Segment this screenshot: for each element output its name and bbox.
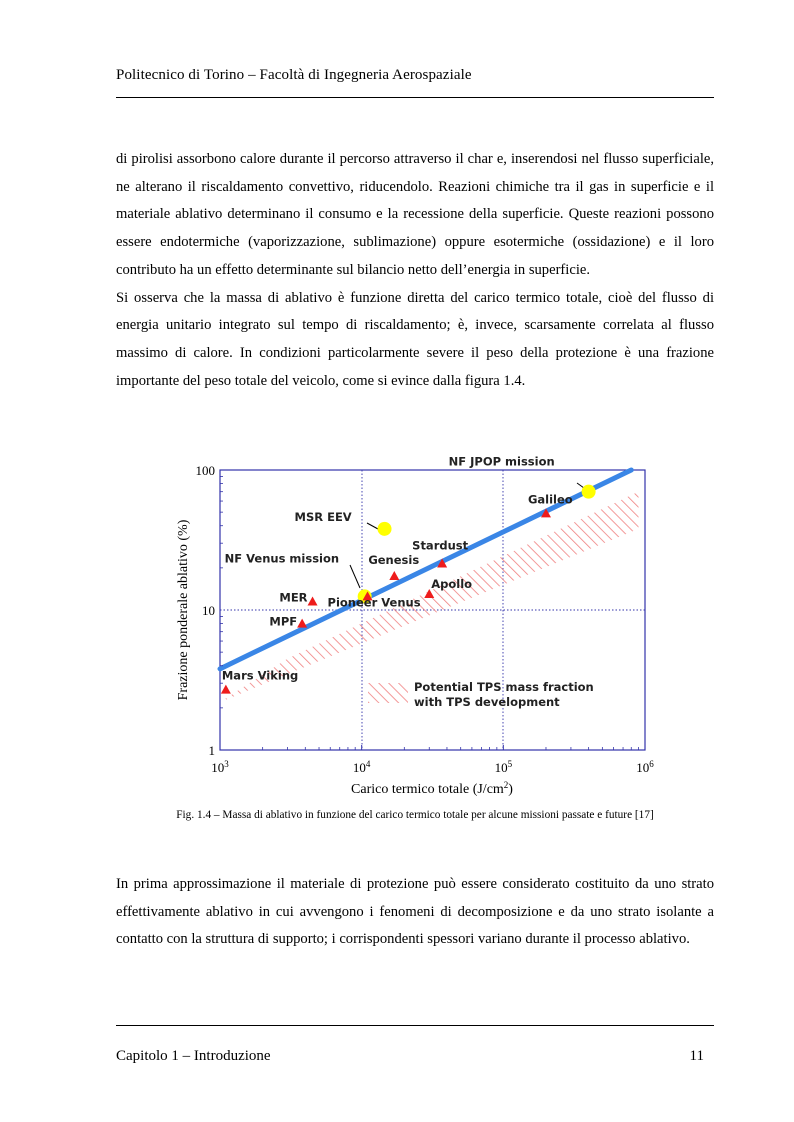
body-text-top — [116, 146, 714, 395]
mission-label: NF JPOP mission — [448, 455, 555, 469]
figure-caption: Fig. 1.4 – Massa di ablativo in funzione del carico termico totale per alcune missioni passate e future [17] — [176, 809, 654, 821]
y-tick-label: 100 — [195, 463, 215, 478]
paragraph: Si osserva che la massa di ablativo è funzione diretta del carico termico totale, cioè del flusso di energia unitario integrato sul tempo di riscaldamento; è, invece, scarsamente correlata al flusso massimo di calore. In condizioni particolarmente severe il peso della protezione è una frazione importante del peso totale del veicolo, come si evince dalla figura 1.4. — [116, 289, 714, 389]
mission-label: Galileo — [527, 492, 573, 507]
mission-marker-triangle — [297, 619, 307, 628]
legend-line-2: with TPS development — [414, 695, 560, 709]
paragraph: In prima approssimazione il materiale di protezione può essere considerato costituito da uno strato effettivamente ablativo in cui avvengono i fenomeni di decomposizione e da uno strato isolante a contatto con la struttura di supporto; i corrispondenti spessori variano durante il processo ablativo. — [116, 876, 714, 948]
paragraph: di pirolisi assorbono calore durante il percorso attraverso il char e, inserendosi nel flusso superficiale, ne alterano il riscaldamento convettivo, riducendolo. Reazioni chimiche tra il gas in superficie e il materiale ablativo determinano il consumo e la recessione della superficie. Queste reazioni possono essere endotermiche (vaporizzazione, sublimazione) oppure esotermiche (ossidazione) e il loro contributo ha un effetto determinante sul bilancio netto dell’energia in superficie. — [116, 151, 714, 278]
mission-label: MSR EEV — [294, 509, 352, 524]
mission-marker-circle — [378, 522, 392, 536]
mission-label: MPF — [269, 614, 298, 629]
mission-label: NF Venus mission — [224, 551, 340, 566]
mission-label: Apollo — [431, 577, 473, 592]
mass-fraction-chart — [160, 455, 670, 805]
x-axis-title: Carico termico totale $(J/cm^2)$ — [351, 780, 513, 797]
header-rule — [116, 97, 714, 98]
legend-line-1: Potential TPS mass fraction — [414, 680, 594, 694]
legend-swatch — [368, 683, 408, 703]
mission-label: Stardust — [412, 538, 469, 553]
page-number: 11 — [689, 1048, 704, 1064]
footer-chapter: Capitolo 1 – Introduzione — [116, 1048, 271, 1064]
x-tick-label: $10^5$ — [494, 759, 513, 775]
running-header: Politecnico di Torino – Facoltà di Ingegneria Aerospaziale — [116, 67, 472, 83]
mission-label: Pioneer Venus — [327, 595, 421, 610]
footer-rule — [116, 1025, 714, 1026]
figure-1-4 — [160, 455, 670, 805]
mission-label: MER — [279, 590, 308, 605]
mission-label: Genesis — [368, 552, 420, 567]
y-tick-label: 1 — [208, 743, 215, 758]
x-tick-label: $10^6$ — [636, 759, 654, 775]
body-text-bottom — [116, 871, 714, 954]
x-tick-label: $10^4$ — [352, 759, 371, 775]
x-tick-label: $10^3$ — [211, 759, 229, 775]
mission-marker-triangle — [221, 685, 231, 694]
callout-arrow-jpop — [577, 483, 584, 488]
y-tick-label: 10 — [202, 603, 215, 618]
mission-label: Mars Viking — [221, 668, 299, 683]
y-axis-title: Frazione ponderale ablativo (%) — [176, 519, 191, 701]
mission-marker-triangle — [308, 597, 318, 606]
mission-marker-circle — [582, 485, 596, 499]
callout-arrow-nf-venus — [350, 565, 360, 588]
callout-arrow-msr — [367, 523, 378, 529]
mission-marker-triangle — [389, 571, 399, 580]
